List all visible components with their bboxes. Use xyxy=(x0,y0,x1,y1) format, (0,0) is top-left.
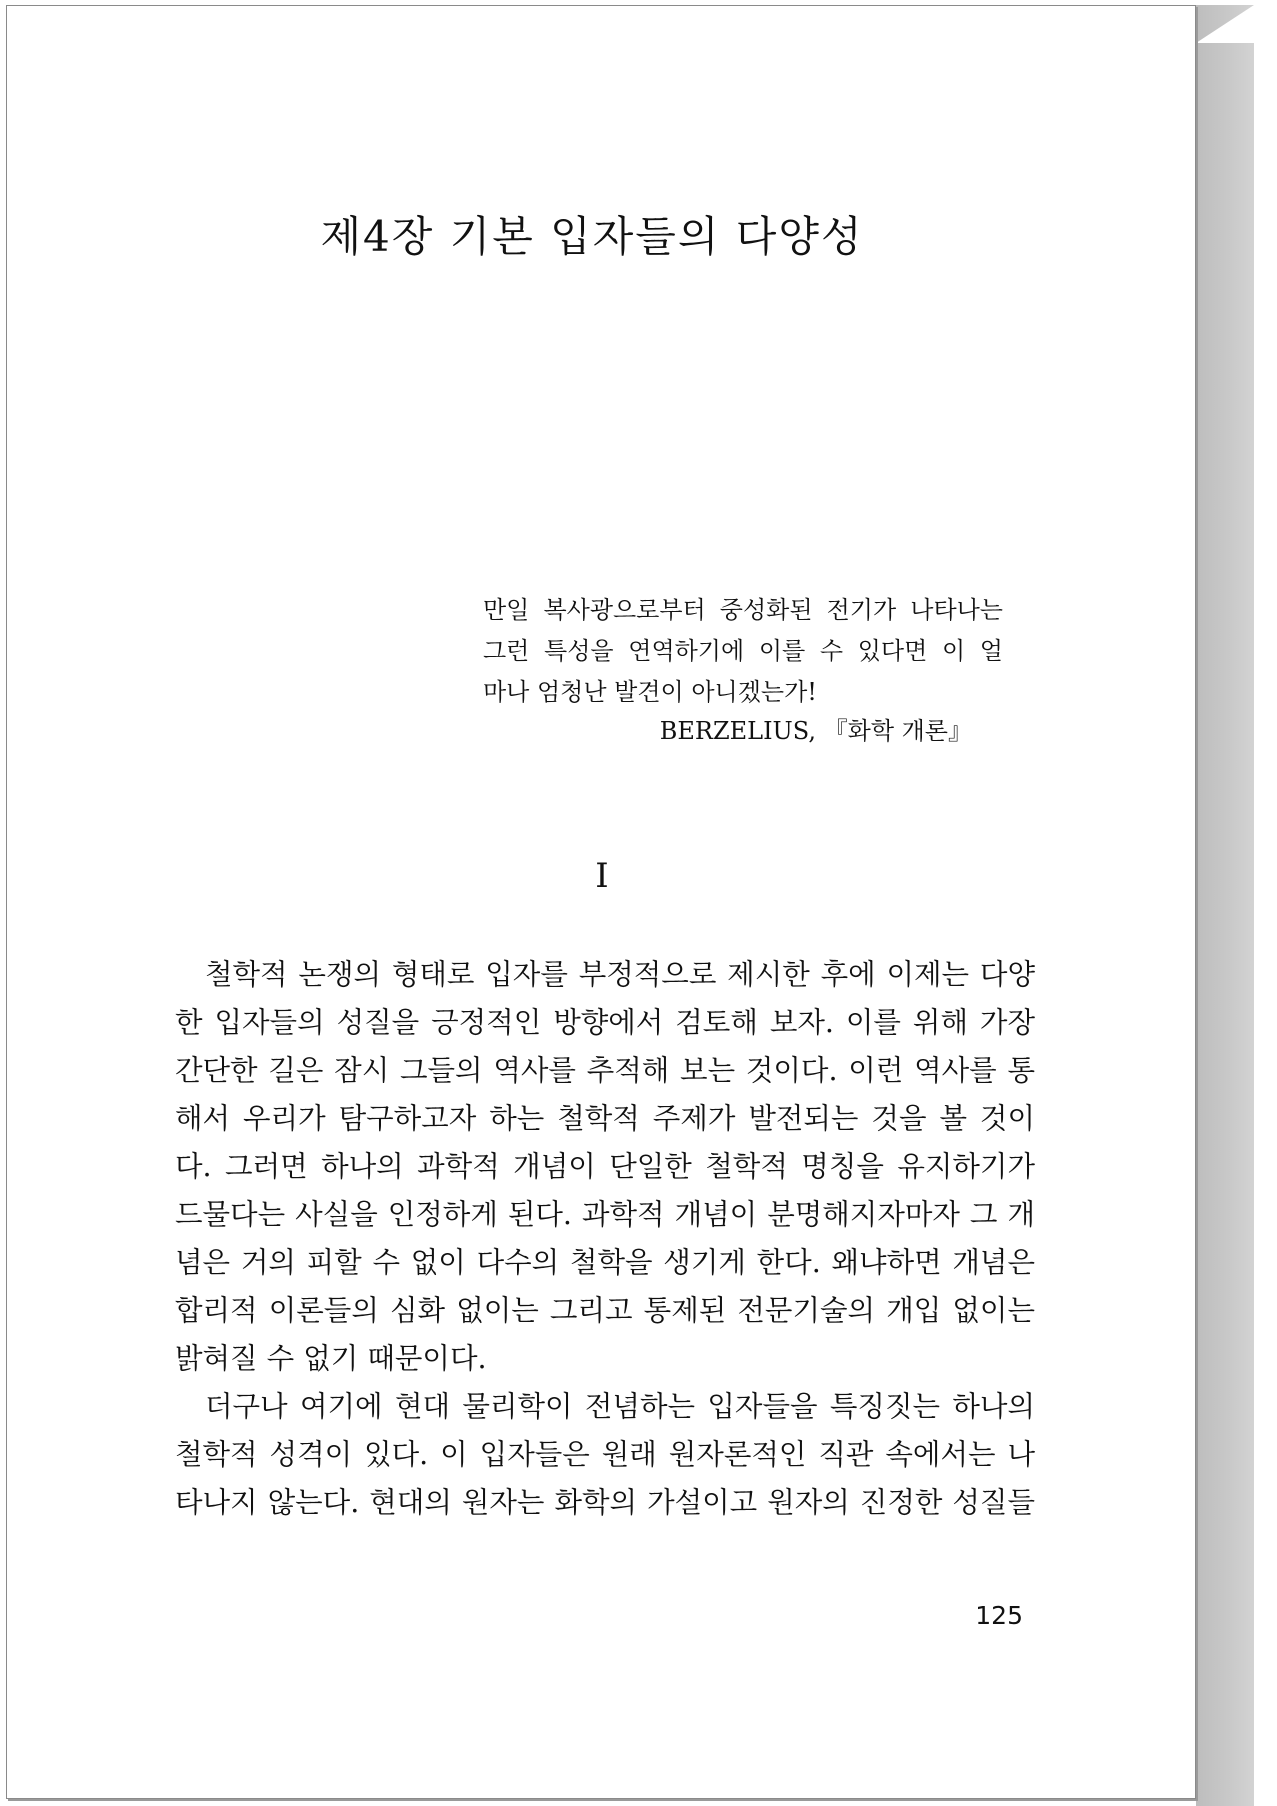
paragraph xyxy=(175,951,1035,1383)
text-line: 간단한 길은 잠시 그들의 역사를 추적해 보는 것이다. 이런 역사를 통 xyxy=(175,1054,1035,1087)
book-page xyxy=(6,5,1196,1799)
epigraph xyxy=(483,590,1003,713)
text-line: 더구나 여기에 현대 물리학이 전념하는 입자들을 특징짓는 하나의 xyxy=(205,1390,1035,1423)
text-line: 해서 우리가 탐구하고자 하는 철학적 주제가 발전되는 것을 볼 것이 xyxy=(175,1102,1035,1135)
paragraph xyxy=(175,1383,1035,1527)
text-line: 다. 그러면 하나의 과학적 개념이 단일한 철학적 명칭을 유지하기가 xyxy=(175,1150,1035,1183)
text-line: 드물다는 사실을 인정하게 된다. 과학적 개념이 분명해지자마자 그 개 xyxy=(175,1198,1035,1231)
section-number: I xyxy=(595,856,609,896)
epigraph-line: 마나 엄청난 발견이 아니겠는가! xyxy=(483,678,817,706)
text-line: 타나지 않는다. 현대의 원자는 화학의 가설이고 원자의 진정한 성질들 xyxy=(175,1486,1035,1519)
chapter-title: 제4장 기본 입자들의 다양성 xyxy=(320,212,864,261)
text-line: 철학적 논쟁의 형태로 입자를 부정적으로 제시한 후에 이제는 다양 xyxy=(205,958,1035,991)
text-line: 합리적 이론들의 심화 없이는 그리고 통제된 전문기술의 개입 없이는 xyxy=(175,1294,1035,1327)
page-number: 125 xyxy=(975,1601,1023,1630)
epigraph-line: 그런 특성을 연역하기에 이를 수 있다면 이 얼 xyxy=(483,637,1003,665)
epigraph-attribution: BERZELIUS, 『화학 개론』 xyxy=(659,717,972,745)
text-line: 한 입자들의 성질을 긍정적인 방향에서 검토해 보자. 이를 위해 가장 xyxy=(175,1006,1035,1039)
text-line: 철학적 성격이 있다. 이 입자들은 원래 원자론적인 직관 속에서는 나 xyxy=(175,1438,1035,1471)
book-edge xyxy=(1196,5,1254,1806)
body-text xyxy=(175,951,1035,1527)
text-line: 밝혀질 수 없기 때문이다. xyxy=(175,1342,487,1375)
text-line: 념은 거의 피할 수 없이 다수의 철학을 생기게 한다. 왜냐하면 개념은 xyxy=(175,1246,1035,1279)
epigraph-line: 만일 복사광으로부터 중성화된 전기가 나타나는 xyxy=(483,596,1003,624)
book-edge-top xyxy=(1196,5,1254,43)
